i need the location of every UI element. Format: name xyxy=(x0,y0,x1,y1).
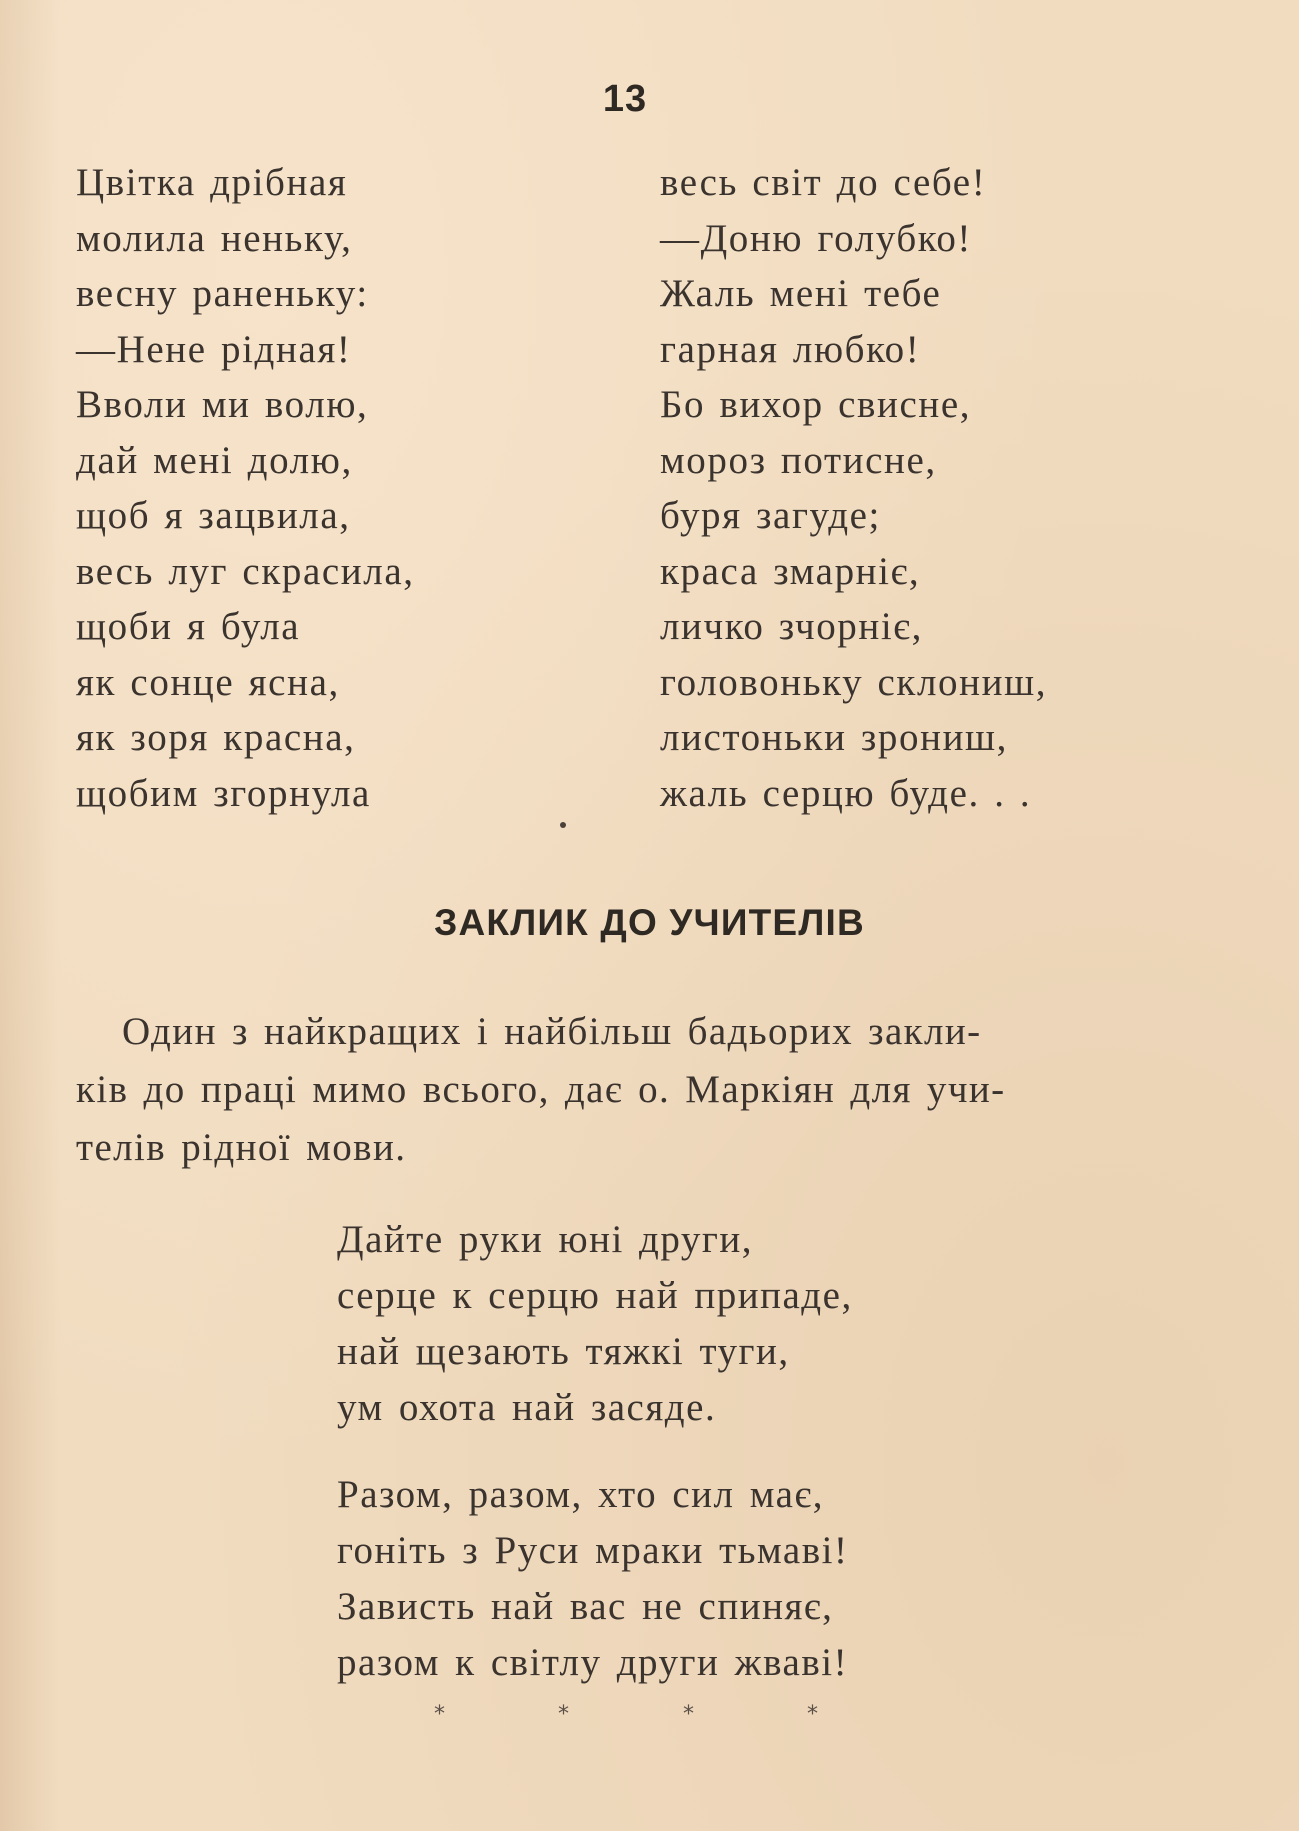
poem-line: жаль серцю буде. . . xyxy=(660,771,1032,815)
poem-line: як сонце ясна, xyxy=(76,660,340,704)
intro-paragraph xyxy=(76,1003,1186,1177)
section-heading: ЗАКЛИК ДО УЧИТЕЛІВ xyxy=(434,902,865,943)
poem-line: —Нене рідная! xyxy=(76,327,352,371)
intro-line: Один з найкращих і найбільш бадьорих закли- xyxy=(122,1010,982,1053)
poem-line: гарная любко! xyxy=(660,327,921,371)
poem-line: головоньку склониш, xyxy=(660,660,1048,704)
poem-line: як зоря красна, xyxy=(76,716,356,759)
poem-line: краса змарніє, xyxy=(660,549,921,593)
stanza-line: най щезають тяжкі туги, xyxy=(337,1330,790,1373)
stanza-line: серце к серцю най припаде, xyxy=(337,1274,853,1317)
asterisk-separator xyxy=(0,1702,1299,1742)
intro-line: телів рідної мови. xyxy=(76,1126,407,1169)
dot-separator xyxy=(560,822,566,828)
poem-line: дай мені долю, xyxy=(76,438,353,482)
stanza-line: гоніть з Руси мраки тьмаві! xyxy=(337,1529,849,1572)
asterisk-icon: * xyxy=(807,1702,818,1727)
asterisk-icon: * xyxy=(434,1702,445,1727)
poem-line: щобим згорнула xyxy=(76,771,371,815)
poem-right-column xyxy=(660,155,1047,821)
stanza xyxy=(337,1212,853,1436)
poem-line: молила неньку, xyxy=(76,216,353,260)
stanza xyxy=(337,1467,848,1691)
stanza-line: ум охота най засяде. xyxy=(337,1386,717,1429)
asterisk-icon: * xyxy=(683,1702,694,1727)
page-number: 13 xyxy=(602,78,648,120)
poem-line: весь луг скрасила, xyxy=(76,549,415,593)
asterisk-icon: * xyxy=(558,1702,569,1727)
poem-line: щоб я зацвила, xyxy=(76,494,351,537)
poem-line: весь світ до себе! xyxy=(660,161,987,204)
poem-line: —Доню голубко! xyxy=(660,216,973,260)
stanza-line: Завиcть най вас не спиняє, xyxy=(337,1585,834,1628)
poem-line: листоньки зрониш, xyxy=(660,716,1009,759)
stanza-line: разом к світлу други жваві! xyxy=(337,1641,849,1684)
poem-line: личко зчорніє, xyxy=(660,605,923,648)
poem-line: Бо вихор свисне, xyxy=(660,383,972,426)
poem-line: мороз потисне, xyxy=(660,438,937,482)
stanza-line: Разом, разом, хто сил має, xyxy=(337,1473,824,1516)
intro-line: ків до праці мимо всього, дає о. Маркіян для учи- xyxy=(76,1068,1006,1111)
poem-line: Жаль мені тебе xyxy=(660,272,942,315)
poem-line: Вволи ми волю, xyxy=(76,383,369,426)
poem-line: буря загуде; xyxy=(660,494,881,537)
poem-line: Цвітка дрібная xyxy=(76,161,348,204)
poem-line: щоби я була xyxy=(76,605,301,648)
poem-line: весну раненьку: xyxy=(76,272,369,315)
poem-left-column xyxy=(76,155,415,821)
stanza-line: Дайте руки юні други, xyxy=(337,1218,753,1261)
